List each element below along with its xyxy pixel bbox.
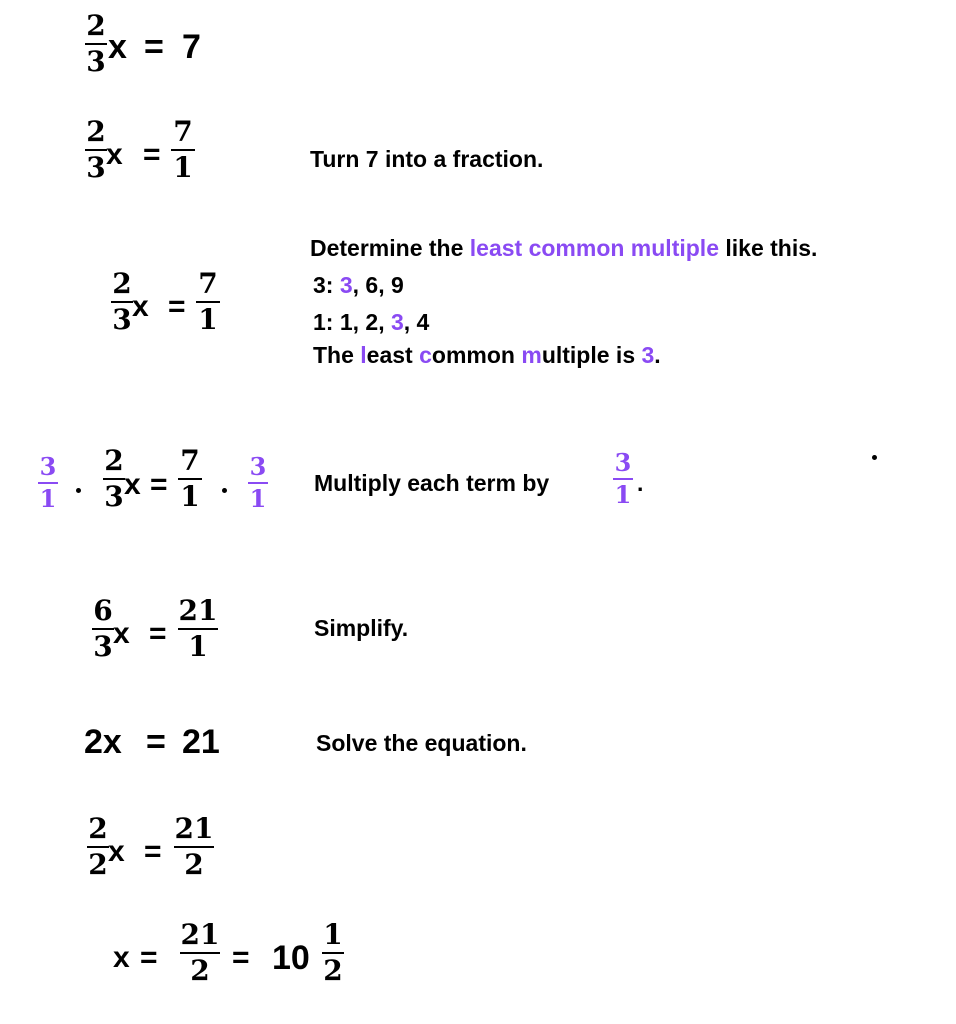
denominator: 2 (88, 848, 108, 881)
step1-variable: x (108, 28, 127, 66)
step5-equals: = (149, 617, 167, 650)
numerator: 3 (39, 452, 57, 481)
denominator: 3 (93, 630, 113, 663)
numerator: 7 (198, 267, 218, 300)
step2-note: Turn 7 into a fraction. (310, 146, 544, 172)
step6-rhs: 21 (182, 723, 220, 761)
lcm-conclusion-text: east (366, 342, 420, 368)
step1-equals: = (144, 28, 164, 66)
numerator: 3 (249, 452, 267, 481)
numerator: 2 (104, 444, 124, 477)
step1-rhs: 7 (182, 28, 201, 66)
lcm-conclusion-text: ultiple is (541, 342, 642, 368)
denominator: 1 (39, 484, 57, 513)
step5-rhs-fraction (178, 594, 218, 663)
step4-rhs-fraction (178, 444, 202, 513)
denominator: 1 (173, 151, 193, 184)
step5-variable: x (113, 617, 130, 650)
step6-lhs: 2x (84, 723, 122, 761)
numerator: 6 (93, 594, 113, 627)
denominator: 2 (323, 954, 343, 987)
lcm-conclusion-text: ommon (431, 342, 522, 368)
step7-equals: = (144, 835, 162, 868)
step3-rhs-fraction (196, 267, 220, 336)
numerator: 21 (174, 812, 214, 845)
denominator: 3 (86, 45, 106, 78)
multiples-highlight: 3 (390, 309, 404, 335)
lcm-heading-pre: Determine the (310, 235, 470, 261)
denominator: 1 (180, 480, 200, 513)
multiples-rest: , 4 (403, 309, 430, 335)
numerator: 2 (112, 267, 132, 300)
lcm-conclusion-letter: c (419, 342, 432, 368)
numerator: 3 (614, 448, 632, 477)
step2-equals: = (143, 138, 161, 171)
denominator: 3 (104, 480, 124, 513)
step7-rhs-fraction (174, 812, 214, 881)
multiples-of-3 (313, 274, 404, 297)
lcm-conclusion (313, 344, 661, 367)
multiples-label: 3: (313, 272, 340, 298)
lcm-conclusion-letter: l (360, 342, 367, 368)
step4-variable: x (124, 468, 141, 501)
stray-dot (872, 455, 877, 460)
step2-fraction (85, 115, 107, 184)
lcm-conclusion-letter: m (521, 342, 542, 368)
lcm-heading (310, 237, 817, 260)
step5-fraction (92, 594, 114, 663)
denominator: 2 (184, 848, 204, 881)
step7-fraction (87, 812, 109, 881)
numerator: 1 (323, 918, 343, 951)
numerator: 7 (173, 115, 193, 148)
lcm-conclusion-end: . (654, 342, 661, 368)
step4-note-period: . (637, 470, 644, 496)
multiples-label: 1: 1, 2, (313, 309, 391, 335)
lcm-heading-highlight: least common multiple (469, 235, 719, 261)
denominator: 3 (112, 303, 132, 336)
denominator: 1 (188, 630, 208, 663)
step4-note-fraction (613, 448, 633, 509)
step5-note: Simplify. (314, 615, 409, 641)
lcm-heading-post: like this. (718, 235, 818, 261)
lcm-conclusion-text: The (313, 342, 361, 368)
multiples-rest: , 6, 9 (352, 272, 404, 298)
denominator: 1 (614, 480, 632, 509)
step8-rhs-fraction (180, 918, 220, 987)
step8-mixed-fraction (322, 918, 344, 987)
lcm-conclusion-value: 3 (641, 342, 655, 368)
step8-variable: x (113, 941, 130, 974)
step8-equals: = (140, 941, 158, 974)
multiples-of-1 (313, 311, 429, 334)
denominator: 3 (86, 151, 106, 184)
numerator: 2 (86, 9, 106, 42)
step1-fraction (85, 9, 107, 78)
multiply-dot (76, 488, 81, 493)
step3-fraction (111, 267, 133, 336)
step4-note: Multiply each term by (314, 470, 550, 496)
multiply-dot (222, 488, 227, 493)
step6-equals: = (146, 723, 166, 761)
step2-rhs-fraction (171, 115, 195, 184)
step8-equals-second: = (232, 941, 250, 974)
step4-fraction (103, 444, 125, 513)
denominator: 1 (198, 303, 218, 336)
step3-variable: x (132, 290, 149, 323)
numerator: 21 (178, 594, 218, 627)
step6-note: Solve the equation. (316, 730, 527, 756)
denominator: 1 (249, 484, 267, 513)
step8-whole-number: 10 (272, 939, 310, 977)
step3-equals: = (168, 290, 186, 323)
step7-variable: x (108, 835, 125, 868)
numerator: 2 (86, 115, 106, 148)
step4-left-multiplier (38, 452, 58, 513)
numerator: 7 (180, 444, 200, 477)
step4-equals: = (150, 468, 168, 501)
multiples-highlight: 3 (339, 272, 353, 298)
step2-variable: x (106, 138, 123, 171)
numerator: 21 (180, 918, 220, 951)
denominator: 2 (190, 954, 210, 987)
numerator: 2 (88, 812, 108, 845)
step4-right-multiplier (248, 452, 268, 513)
